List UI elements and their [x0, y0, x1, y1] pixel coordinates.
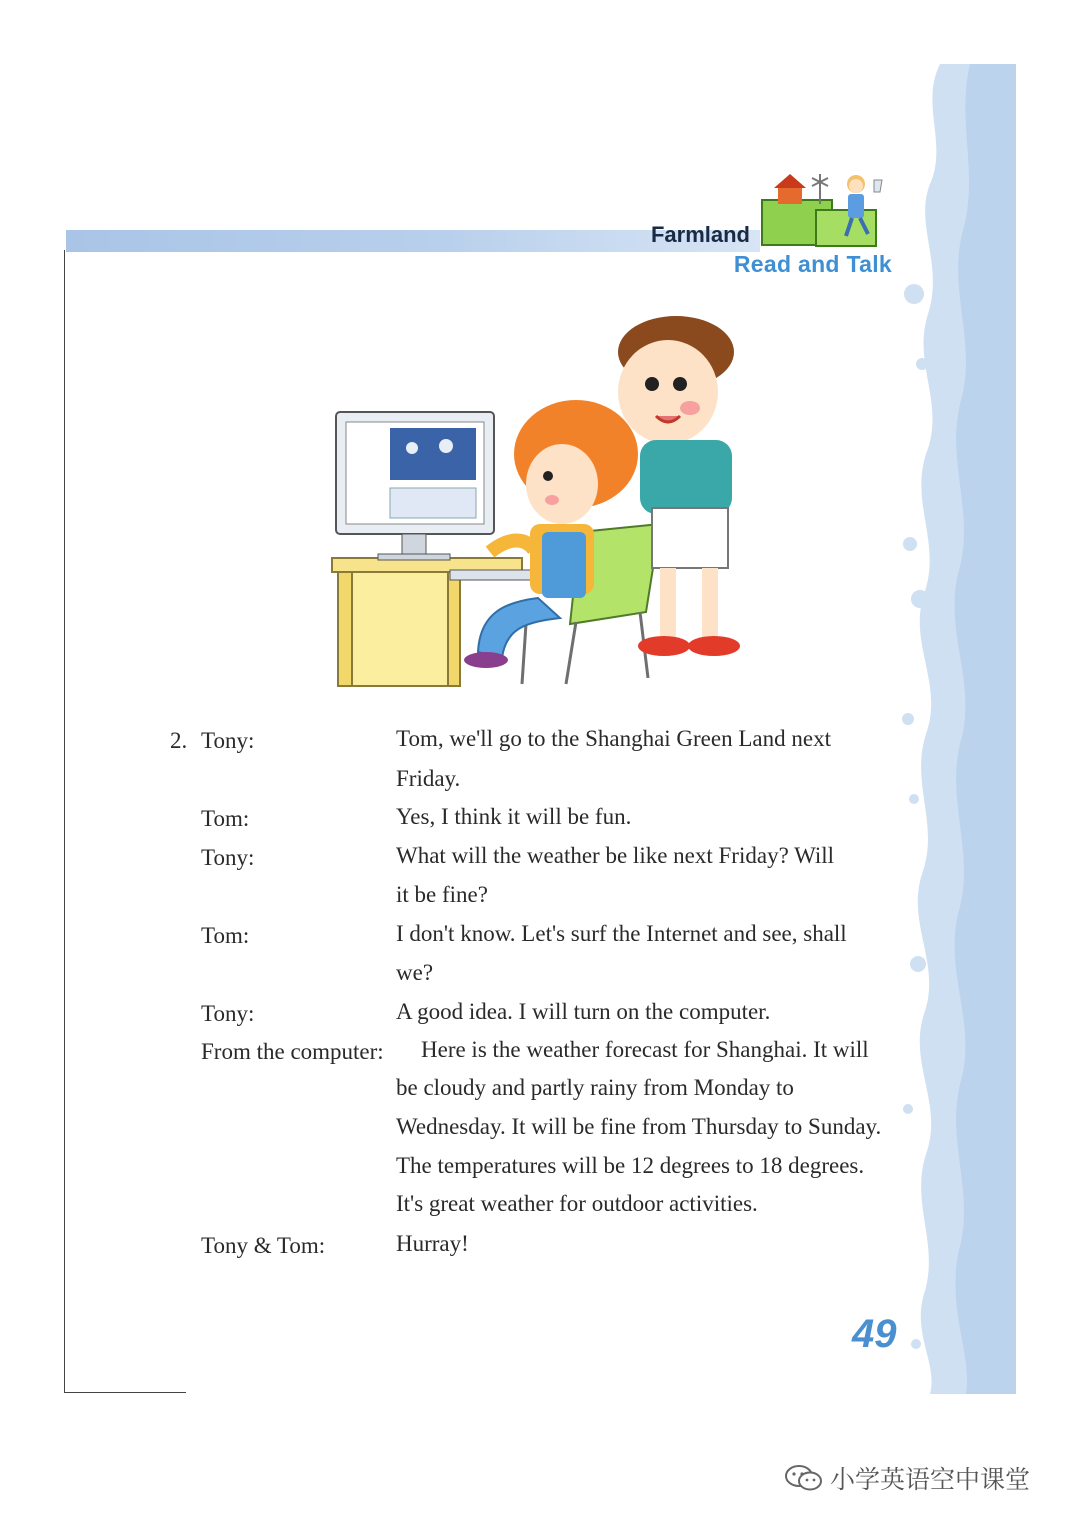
dialogue-text: I don't know. Let's surf the Internet and see, shall	[396, 921, 847, 946]
dialogue-text: Tom, we'll go to the Shanghai Green Land next	[396, 726, 831, 751]
speaker-label: Tony & Tom:	[201, 1233, 326, 1258]
exercise-number: 2.	[170, 728, 188, 753]
dialogue-text: The temperatures will be 12 degrees to 18 degrees.	[396, 1153, 865, 1178]
section-title: Read and Talk	[733, 251, 892, 277]
page-number: 49	[852, 1312, 897, 1356]
dialogue-text: Here is the weather forecast for Shanghai. It will	[421, 1037, 869, 1062]
speaker-label: Tony:	[201, 1001, 255, 1026]
speaker-label: Tom:	[201, 923, 250, 948]
speaker-label: Tom:	[201, 806, 250, 831]
watermark-text: 小学英语空中课堂	[830, 1465, 1031, 1494]
dialogue-text: Friday.	[396, 766, 461, 791]
dialogue-text: be cloudy and partly rainy from Monday to	[396, 1075, 794, 1100]
dialogue-text: Hurray!	[396, 1231, 469, 1256]
dialogue-text: A good idea. I will turn on the computer.	[396, 999, 771, 1024]
watermark	[784, 1458, 1054, 1498]
dialogue-text: Wednesday. It will be fine from Thursday to Sunday.	[396, 1114, 882, 1139]
speaker-label: From the computer:	[201, 1039, 384, 1064]
dialogue-text: It's great weather for outdoor activities.	[396, 1191, 758, 1216]
wechat-icon	[784, 1463, 824, 1493]
dialogue-text: we?	[396, 960, 434, 985]
dialogue-text: Yes, I think it will be fun.	[396, 804, 632, 829]
speaker-label: Tony:	[201, 845, 255, 870]
unit-title: Farmland	[650, 222, 750, 247]
dialogue-text: What will the weather be like next Friday? Will	[396, 843, 835, 868]
dialogue-text: it be fine?	[396, 882, 488, 907]
speaker-label: Tony:	[201, 728, 255, 753]
